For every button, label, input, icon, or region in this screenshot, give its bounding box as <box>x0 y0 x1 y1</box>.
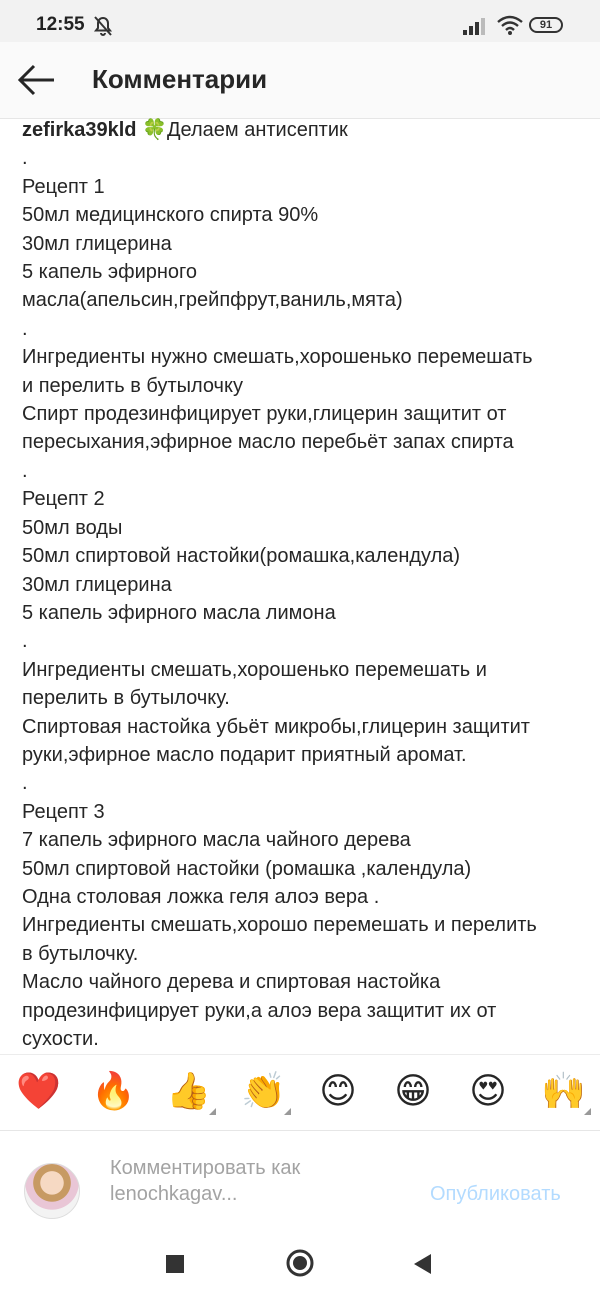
comment-line: . <box>22 630 28 653</box>
comment-line: сухости. <box>22 1028 99 1050</box>
comment-line: 7 капель эфирного масла чайного дерева <box>22 829 411 852</box>
comment-line: 50мл воды <box>22 516 123 539</box>
emoji-quick-bar <box>0 1054 600 1131</box>
comment-line: . <box>22 317 28 340</box>
comment-line: руки,эфирное масло подарит приятный аромат. <box>22 743 467 766</box>
emoji-heart-eyes-button[interactable]: 😍 <box>469 1070 507 1111</box>
emoji-heart-button[interactable]: ❤️ <box>16 1070 61 1111</box>
page-title: Комментарии <box>92 64 268 94</box>
comment-line: Рецепт 1 <box>22 175 105 198</box>
comment-line: 30мл глицерина <box>22 573 172 596</box>
signal-icon <box>463 17 489 35</box>
comment-line: Ингредиенты смешать,хорошо перемешать и перелить <box>22 914 537 937</box>
comment-line: Масло чайного дерева и спиртовая настойка <box>22 971 441 994</box>
comment-line: 5 капель эфирного масла лимона <box>22 601 336 624</box>
comment-line: пересыхания,эфирное масло перебьёт запах спирта <box>22 431 514 454</box>
comment-line: Рецепт 2 <box>22 488 105 511</box>
comment-line: Ингредиенты смешать,хорошенько перемешать и <box>22 658 487 681</box>
comment-line: Одна столовая ложка геля алоэ вера . <box>22 885 380 908</box>
skin-tone-indicator-icon <box>584 1108 591 1115</box>
back-triangle-icon[interactable] <box>413 1253 433 1275</box>
emoji-grin-button[interactable]: 😁 <box>394 1070 432 1111</box>
emoji-clap-button[interactable] <box>241 1071 285 1111</box>
emoji-thumbs-up-button[interactable] <box>166 1071 210 1111</box>
comment-line: 50мл медицинского спирта 90% <box>22 204 319 227</box>
status-time: 12:55 <box>36 14 85 35</box>
emoji-glyph: 🙌 <box>541 1070 586 1111</box>
home-circle-icon[interactable] <box>286 1249 314 1277</box>
emoji-fire-button[interactable]: 🔥 <box>91 1070 136 1111</box>
comment-first-line <box>22 116 582 144</box>
wifi-icon <box>497 15 523 35</box>
comment-line: . <box>22 147 28 170</box>
comment-input-placeholder-line2: lenochkagav... <box>110 1183 238 1205</box>
recents-square-icon[interactable] <box>165 1254 185 1274</box>
comment-line: 50мл спиртовой настойки (ромашка ,календула) <box>22 857 472 880</box>
emoji-smile-button[interactable]: 😊 <box>319 1070 357 1111</box>
emoji-glyph: 👍 <box>166 1070 211 1111</box>
emoji-raised-hands-button[interactable] <box>541 1071 585 1111</box>
comment-input-placeholder-line1: Комментировать как <box>110 1157 301 1179</box>
notifications-muted-icon <box>92 15 114 37</box>
comment-line: и перелить в бутылочку <box>22 374 243 397</box>
system-nav-bar <box>0 1228 600 1299</box>
comment-line: Ингредиенты нужно смешать,хорошенько перемешать <box>22 346 533 369</box>
comment-input[interactable] <box>110 1155 400 1207</box>
emoji-glyph: 👏 <box>241 1070 286 1111</box>
comment-author[interactable]: zefirka39kld <box>22 119 137 141</box>
comment-line: в бутылочку. <box>22 942 139 965</box>
comment-composer <box>0 1130 600 1229</box>
battery-indicator: 91 <box>529 17 563 33</box>
comment-line: 🍀Делаем антисептик <box>142 119 348 141</box>
comment-body <box>22 116 582 1053</box>
comment-line: масла(апельсин,грейпфрут,ваниль,мята) <box>22 289 403 312</box>
skin-tone-indicator-icon <box>284 1108 291 1115</box>
comment-line: Рецепт 3 <box>22 800 105 823</box>
comment-line: продезинфицирует руки,а алоэ вера защитит их от <box>22 999 497 1022</box>
comment-line: Спирт продезинфицирует руки,глицерин защитит от <box>22 403 507 426</box>
back-arrow-icon[interactable] <box>16 62 58 98</box>
avatar <box>24 1163 80 1219</box>
comment-line: . <box>22 459 28 482</box>
comment-line: 50мл спиртовой настойки(ромашка,календула) <box>22 545 461 568</box>
comment-line: 30мл глицерина <box>22 232 172 255</box>
comment-line: перелить в бутылочку. <box>22 687 230 710</box>
comment-line: Спиртовая настойка убьёт микробы,глицерин защитит <box>22 715 530 738</box>
top-app-bar <box>0 42 600 119</box>
skin-tone-indicator-icon <box>209 1108 216 1115</box>
publish-button[interactable]: Опубликовать <box>430 1183 561 1205</box>
comment-line: . <box>22 772 28 795</box>
comment-line: 5 капель эфирного <box>22 261 198 284</box>
